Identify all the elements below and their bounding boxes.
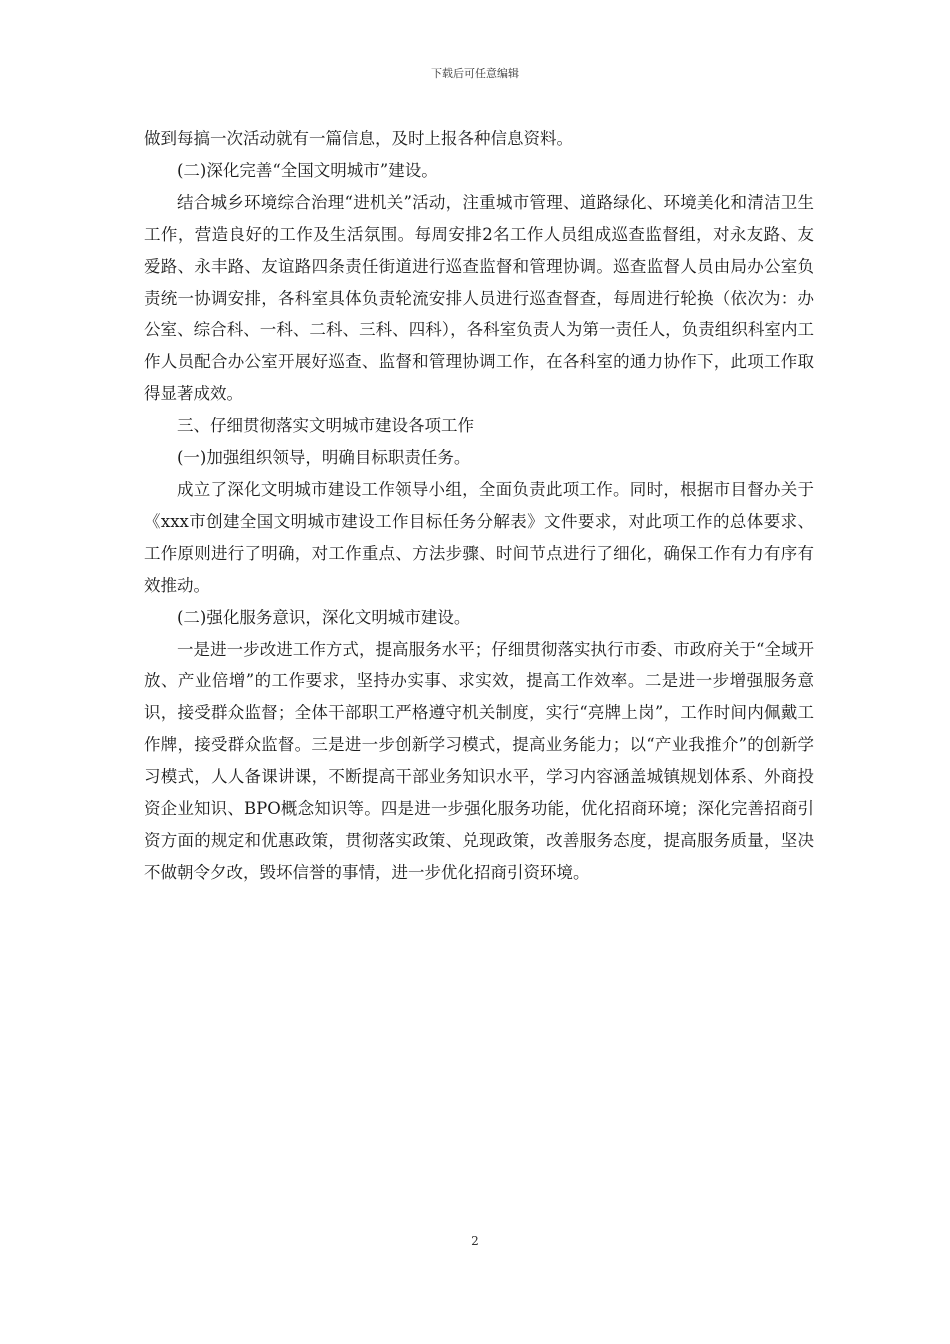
section-heading-three: 三、仔细贯彻落实文明城市建设各项工作 bbox=[177, 416, 474, 436]
paragraph-service: 一是进一步改进工作方式，提高服务水平；仔细贯彻落实执行市委、市政府关于“全域开放、产业倍增”的工作要求，坚持办实事、求实效，提高工作效率。二是进一步增强服务意识，接受群众监督；全体干部职工严格遵守机关制度，实行“亮牌上岗”，工作时间内佩戴工作牌，接受群众监督。三是进一步创新学习模式，提高业务能力；以“产业我推介”的创新学习模式，人人备课讲课，不断提高干部业务知识水平，学习内容涵盖城镇规划体系、外商投资企业知识、BPO概念知识等。四是进一步强化服务功能，优化招商环境；深化完善招商引资方面的规定和优惠政策，贯彻落实政策、兑现政策，改善服务态度，提高服务质量，坚决不做朝令夕改，毁坏信誉的事情，进一步优化招商引资环境。 bbox=[144, 639, 814, 882]
subsection-heading-leadership: (一)加强组织领导，明确目标职责任务。 bbox=[177, 448, 471, 468]
paragraph-inspection: 结合城乡环境综合治理“进机关”活动，注重城市管理、道路绿化、环境美化和清洁卫生工作，营造良好的工作及生活氛围。每周安排2名工作人员组成巡查监督组，对永友路、友爱路、永丰路、友谊路四条责任街道进行巡查监督和管理协调。巡查监督人员由局办公室负责统一协调安排，各科室具体负责轮流安排人员进行巡查督查，每周进行轮换（依次为：办公室、综合科、一科、二科、三科、四科），各科室负责人为第一责任人，负责组织科室内工作人员配合办公室开展好巡查、监督和管理协调工作，在各科室的通力协作下，此项工作取得显著成效。 bbox=[144, 192, 814, 404]
page-header: 下载后可任意编辑 bbox=[431, 67, 519, 80]
section-heading-civilized-city: (二)深化完善“全国文明城市”建设。 bbox=[177, 160, 438, 180]
document-body bbox=[144, 123, 814, 889]
paragraph-leadership: 成立了深化文明城市建设工作领导小组，全面负责此项工作。同时，根据市目督办关于《xxx市创建全国文明城市建设工作目标任务分解表》文件要求，对此项工作的总体要求、工作原则进行了明确，对工作重点、方法步骤、时间节点进行了细化，确保工作有力有序有效推动。 bbox=[144, 479, 814, 595]
subsection-heading-service: (二)强化服务意识，深化文明城市建设。 bbox=[177, 607, 471, 627]
paragraph-continuation: 做到每搞一次活动就有一篇信息，及时上报各种信息资料。 bbox=[144, 129, 573, 148]
page-number: 2 bbox=[471, 1234, 479, 1248]
